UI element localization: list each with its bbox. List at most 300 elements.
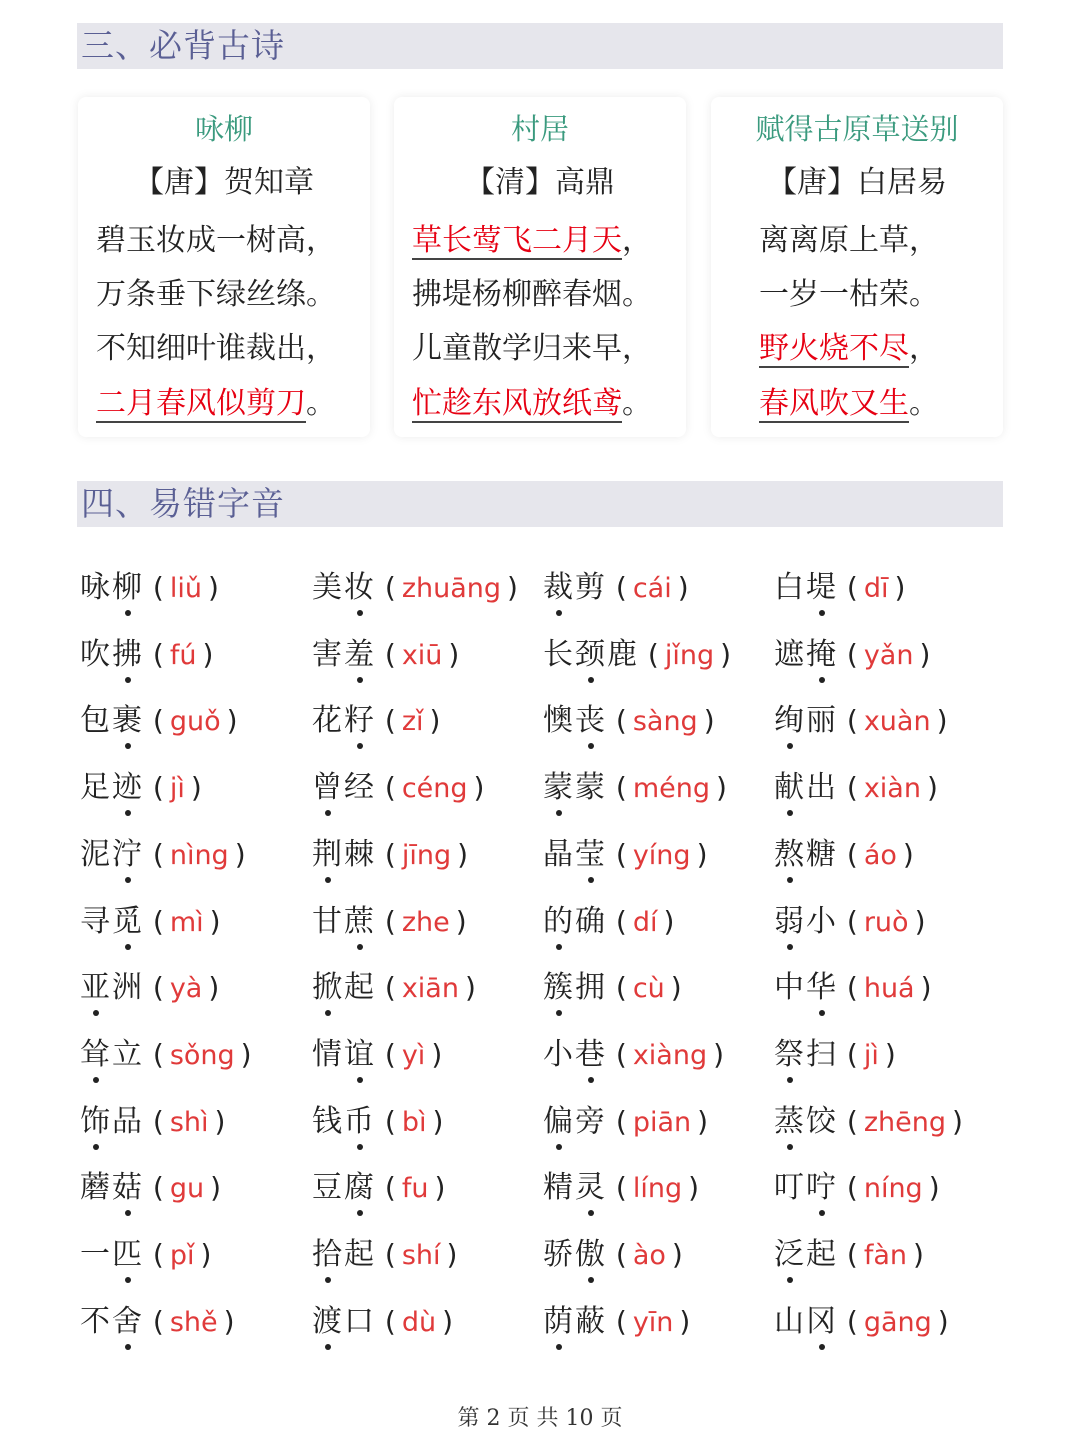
word: 弱小	[774, 903, 838, 939]
pinyin: yīn	[632, 1306, 674, 1338]
word: 花籽	[312, 703, 376, 739]
paren-open: (	[838, 1238, 858, 1271]
paren-open: (	[639, 637, 659, 671]
pronunciation-item	[774, 968, 932, 1009]
section-title: 四、易错字音	[81, 484, 285, 523]
word: 中华	[774, 970, 838, 1006]
pronunciation-item	[312, 1102, 443, 1143]
poem-line-punct: 。	[909, 277, 939, 312]
pronunciation-item	[80, 1035, 252, 1076]
word: 蒸饺	[774, 1103, 838, 1139]
paren-open: (	[376, 1238, 396, 1271]
paren-open: (	[838, 771, 858, 805]
pinyin: céng	[401, 773, 468, 805]
pronunciation-item	[543, 1168, 699, 1209]
poem-line	[759, 275, 939, 315]
pronunciation-item	[543, 1235, 683, 1276]
pronunciation-item	[312, 768, 484, 809]
emphasis-dot	[787, 1277, 793, 1283]
emphasis-dot	[357, 1210, 363, 1216]
emphasis-dot	[819, 1344, 825, 1350]
poem-line-punct: ，	[909, 331, 939, 366]
pinyin: fàn	[863, 1240, 907, 1271]
pinyin: jīng	[401, 839, 452, 871]
paren-open: (	[607, 1238, 627, 1271]
paren-close: )	[240, 1037, 252, 1071]
pinyin: bì	[401, 1106, 427, 1138]
emphasis-dot	[93, 1144, 99, 1150]
paren-close: )	[914, 904, 926, 938]
emphasis-dot	[125, 1277, 131, 1283]
emphasis-dot	[325, 810, 331, 816]
pronunciation-item	[312, 902, 467, 943]
pinyin: zhēng	[863, 1106, 946, 1138]
pinyin: zhuāng	[401, 573, 502, 604]
poem-line-punct: ，	[306, 331, 336, 366]
emphasis-dot	[93, 1010, 99, 1016]
pronunciation-item	[80, 1168, 221, 1209]
emphasis-dot	[357, 1077, 363, 1083]
emphasis-dot	[357, 944, 363, 950]
paren-open: (	[838, 704, 858, 738]
paren-close: )	[207, 571, 219, 604]
paren-close: )	[688, 1171, 700, 1205]
pronunciation-item	[543, 835, 708, 876]
word: 泥泞	[80, 836, 144, 872]
word: 曾经	[312, 770, 376, 806]
paren-close: )	[937, 1304, 949, 1338]
paren-close: )	[457, 837, 469, 871]
paren-open: (	[838, 571, 858, 604]
word: 山冈	[774, 1303, 838, 1339]
poem-line-punct: 。	[622, 277, 652, 312]
poem-line-text: 二月春风似剪刀	[96, 386, 306, 421]
emphasis-dot	[588, 677, 594, 683]
pronunciation-item	[543, 768, 727, 809]
word: 足迹	[80, 770, 144, 806]
paren-close: )	[936, 704, 948, 738]
emphasis-dot	[357, 677, 363, 683]
paren-open: (	[376, 704, 396, 738]
poem-line	[759, 329, 939, 369]
poem-title: 赋得古原草送别	[755, 112, 959, 146]
word: 偏旁	[543, 1103, 607, 1139]
paren-close: )	[190, 771, 202, 805]
paren-open: (	[838, 904, 858, 938]
word: 懊丧	[543, 703, 607, 739]
pinyin: yíng	[632, 839, 691, 871]
paren-close: )	[920, 971, 932, 1005]
poem-line-punct: ，	[306, 223, 336, 258]
paren-close: )	[209, 904, 221, 938]
pinyin: fú	[169, 639, 197, 671]
emphasis-dot	[125, 877, 131, 883]
paren-close: )	[919, 637, 931, 671]
word: 亚洲	[80, 970, 144, 1006]
emphasis-dot	[125, 677, 131, 683]
poem-line-punct: ，	[622, 331, 652, 366]
paren-open: (	[838, 1104, 858, 1138]
word: 长颈鹿	[543, 636, 639, 672]
poem-line-text: 万条垂下绿丝绦	[96, 277, 306, 312]
word: 拾起	[312, 1237, 376, 1272]
word: 寻觅	[80, 903, 144, 939]
poem-line	[96, 221, 336, 261]
paren-open: (	[607, 1304, 627, 1338]
word: 豆腐	[312, 1170, 376, 1206]
pronunciation-item	[312, 835, 468, 876]
paren-close: )	[429, 704, 441, 738]
paren-open: (	[376, 971, 396, 1005]
word: 蘑菇	[80, 1170, 144, 1206]
word: 叮咛	[774, 1170, 838, 1206]
word: 美妆	[312, 570, 376, 605]
poem-line	[412, 329, 652, 369]
poem-line-punct: ，	[909, 223, 939, 258]
pronunciation-item	[774, 1102, 963, 1143]
word: 不舍	[80, 1303, 144, 1339]
pinyin: jì	[863, 1039, 879, 1071]
emphasis-dot	[787, 810, 793, 816]
paren-open: (	[838, 1037, 858, 1071]
poem-line-punct: 。	[306, 386, 336, 421]
emphasis-dot	[787, 1077, 793, 1083]
poem-line-punct: 。	[622, 386, 652, 421]
pronunciation-item	[774, 635, 930, 676]
pronunciation-item	[312, 1168, 445, 1209]
pronunciation-item	[774, 568, 905, 609]
section-header-pronunciation	[77, 481, 1003, 527]
paren-open: (	[376, 637, 396, 671]
word: 渡口	[312, 1303, 376, 1339]
pinyin: nìng	[169, 839, 229, 871]
paren-open: (	[376, 1171, 396, 1205]
emphasis-dot	[588, 1077, 594, 1083]
pinyin: gu	[169, 1173, 205, 1205]
pinyin: xuàn	[863, 706, 931, 738]
emphasis-dot	[325, 1010, 331, 1016]
paren-close: )	[210, 1171, 222, 1205]
emphasis-dot	[556, 944, 562, 950]
poem-line-text: 拂堤杨柳醉春烟	[412, 277, 622, 312]
word: 害羞	[312, 636, 376, 672]
paren-close: )	[431, 1037, 443, 1071]
word: 骄傲	[543, 1237, 607, 1272]
pronunciation-item	[80, 568, 219, 609]
pinyin: dù	[401, 1306, 437, 1338]
poem-line-text: 忙趁东风放纸鸢	[412, 386, 622, 421]
poem-line-text: 儿童散学归来早	[412, 331, 622, 366]
pronunciation-item	[312, 1035, 442, 1076]
pronunciation-item	[312, 1235, 457, 1276]
pinyin: sàng	[632, 706, 698, 738]
paren-open: (	[144, 637, 164, 671]
paren-close: )	[464, 971, 476, 1005]
paren-open: (	[607, 904, 627, 938]
pronunciation-item	[312, 568, 518, 609]
word: 蒙蒙	[543, 770, 607, 806]
poem-line	[759, 384, 939, 424]
pinyin: piān	[632, 1106, 692, 1138]
paren-close: )	[716, 771, 727, 805]
pinyin: líng	[632, 1173, 683, 1205]
emphasis-dot	[819, 1210, 825, 1216]
paren-open: (	[376, 771, 396, 805]
pronunciation-item	[774, 1035, 896, 1076]
pinyin: xiàn	[863, 773, 921, 805]
paren-open: (	[607, 704, 627, 738]
poem-line-text: 野火烧不尽	[759, 331, 909, 366]
paren-close: )	[894, 571, 906, 604]
paren-close: )	[448, 637, 460, 671]
emphasis-dot	[556, 1010, 562, 1016]
pinyin: ào	[632, 1240, 666, 1271]
pinyin: jì	[169, 773, 185, 805]
paren-open: (	[144, 1171, 164, 1205]
paren-close: )	[697, 1104, 709, 1138]
word: 咏柳	[80, 570, 144, 605]
paren-close: )	[884, 1037, 896, 1071]
pronunciation-item	[80, 835, 246, 876]
paren-close: )	[226, 704, 238, 738]
pronunciation-item	[774, 1302, 949, 1343]
pinyin: níng	[863, 1173, 923, 1205]
paren-close: )	[671, 1238, 683, 1271]
poem-line-text: 草长莺飞二月天	[412, 223, 622, 258]
poem-line	[412, 384, 652, 424]
emphasis-dot	[787, 1144, 793, 1150]
paren-open: (	[838, 971, 858, 1005]
pinyin: cù	[632, 973, 665, 1005]
emphasis-dot	[125, 944, 131, 950]
paren-open: (	[144, 1304, 164, 1338]
paren-open: (	[376, 904, 396, 938]
pinyin: liǔ	[169, 573, 202, 604]
word: 簇拥	[543, 970, 607, 1006]
poem-line-text: 离离原上草	[759, 223, 909, 258]
paren-close: )	[677, 571, 689, 604]
poem-author: 【唐】白居易	[767, 165, 947, 200]
pronunciation-item	[80, 968, 219, 1009]
pinyin: yǎn	[863, 639, 914, 671]
paren-close: )	[208, 971, 220, 1005]
pronunciation-item	[312, 635, 459, 676]
pronunciation-item	[543, 635, 731, 676]
word: 小巷	[543, 1036, 607, 1072]
pinyin: dī	[863, 573, 889, 604]
poem-line-text: 不知细叶谁裁出	[96, 331, 306, 366]
pronunciation-item	[80, 1102, 225, 1143]
paren-close: )	[670, 971, 682, 1005]
emphasis-dot	[787, 944, 793, 950]
emphasis-dot	[325, 1344, 331, 1350]
poem-line-text: 一岁一枯荣	[759, 277, 909, 312]
poem-card	[394, 97, 686, 437]
emphasis-dot	[819, 610, 825, 616]
emphasis-dot	[357, 743, 363, 749]
paren-close: )	[432, 1104, 444, 1138]
pinyin: xiàng	[632, 1039, 708, 1071]
paren-close: )	[234, 837, 246, 871]
word: 精灵	[543, 1170, 607, 1206]
pinyin: pǐ	[169, 1240, 195, 1271]
poem-card	[711, 97, 1003, 437]
pronunciation-item	[312, 1302, 453, 1343]
word: 包裹	[80, 703, 144, 739]
poem-title: 村居	[510, 112, 569, 146]
poem-line-punct: 。	[306, 277, 336, 312]
pronunciation-item	[774, 701, 948, 742]
pinyin: ruò	[863, 906, 909, 938]
paren-close: )	[507, 571, 518, 604]
pronunciation-item	[80, 1302, 235, 1343]
emphasis-dot	[125, 810, 131, 816]
emphasis-dot	[588, 1210, 594, 1216]
word: 绚丽	[774, 703, 838, 739]
paren-open: (	[376, 571, 396, 604]
pinyin: yì	[401, 1039, 426, 1071]
poem-line-text: 碧玉妆成一树高	[96, 223, 306, 258]
word: 钱币	[312, 1103, 376, 1139]
word: 的确	[543, 903, 607, 939]
word: 晶莹	[543, 836, 607, 872]
pronunciation-item	[774, 1168, 940, 1209]
pronunciation-item	[80, 902, 221, 943]
paren-close: )	[926, 771, 938, 805]
poem-line	[96, 275, 336, 315]
poem-line-text: 春风吹又生	[759, 386, 909, 421]
pronunciation-item	[543, 968, 682, 1009]
emphasis-dot	[93, 1077, 99, 1083]
paren-open: (	[607, 1171, 627, 1205]
poem-line-punct: ，	[622, 223, 652, 258]
emphasis-dot	[787, 877, 793, 883]
pinyin: xiān	[401, 973, 459, 1005]
pronunciation-item	[80, 701, 238, 742]
word: 白堤	[774, 570, 838, 605]
pronunciation-item	[543, 1102, 708, 1143]
poem-line	[96, 329, 336, 369]
paren-close: )	[951, 1104, 963, 1138]
emphasis-dot	[325, 1277, 331, 1283]
word: 荫蔽	[543, 1303, 607, 1339]
word: 饰品	[80, 1103, 144, 1139]
paren-open: (	[144, 771, 164, 805]
pronunciation-item	[774, 835, 914, 876]
paren-open: (	[144, 1037, 164, 1071]
word: 裁剪	[543, 570, 607, 605]
paren-open: (	[607, 771, 627, 805]
paren-open: (	[144, 971, 164, 1005]
pinyin: áo	[863, 839, 897, 871]
paren-open: (	[144, 571, 164, 604]
poem-line-punct: 。	[909, 386, 939, 421]
paren-close: )	[679, 1304, 691, 1338]
paren-open: (	[607, 837, 627, 871]
paren-open: (	[838, 637, 858, 671]
pinyin: shí	[401, 1240, 441, 1271]
emphasis-dot	[819, 677, 825, 683]
paren-close: )	[446, 1238, 458, 1271]
pronunciation-item	[774, 902, 926, 943]
paren-close: )	[663, 904, 675, 938]
pinyin: shì	[169, 1106, 209, 1138]
pronunciation-item	[543, 1302, 690, 1343]
emphasis-dot	[588, 877, 594, 883]
word: 遮掩	[774, 636, 838, 672]
paren-close: )	[223, 1304, 235, 1338]
emphasis-dot	[556, 1344, 562, 1350]
word: 熬糖	[774, 836, 838, 872]
pronunciation-item	[543, 701, 715, 742]
paren-open: (	[144, 704, 164, 738]
paren-open: (	[376, 1037, 396, 1071]
pinyin: sǒng	[169, 1039, 235, 1071]
poem-line	[96, 384, 336, 424]
paren-open: (	[607, 1037, 627, 1071]
pronunciation-item	[774, 1235, 924, 1276]
emphasis-dot	[125, 1210, 131, 1216]
paren-open: (	[144, 1238, 164, 1271]
pinyin: fu	[401, 1173, 429, 1205]
emphasis-dot	[125, 1344, 131, 1350]
paren-close: )	[913, 1238, 924, 1271]
pinyin: zǐ	[401, 706, 424, 738]
pinyin: yà	[169, 973, 203, 1005]
poem-author: 【唐】贺知章	[134, 165, 314, 200]
emphasis-dot	[588, 1277, 594, 1283]
word: 祭扫	[774, 1036, 838, 1072]
poem-card	[78, 97, 370, 437]
paren-open: (	[376, 1104, 396, 1138]
pronunciation-item	[543, 568, 689, 609]
pinyin: jǐng	[664, 639, 715, 671]
pinyin: huá	[863, 973, 915, 1005]
emphasis-dot	[125, 743, 131, 749]
paren-close: )	[200, 1238, 212, 1271]
paren-close: )	[713, 1037, 725, 1071]
emphasis-dot	[556, 1144, 562, 1150]
pronunciation-item	[312, 701, 440, 742]
emphasis-dot	[357, 1144, 363, 1150]
word: 甘蔗	[312, 903, 376, 939]
paren-close: )	[696, 837, 708, 871]
paren-open: (	[144, 904, 164, 938]
pinyin: cái	[632, 573, 672, 604]
emphasis-dot	[325, 877, 331, 883]
word: 一匹	[80, 1237, 144, 1272]
pronunciation-item	[543, 1035, 724, 1076]
paren-close: )	[928, 1171, 940, 1205]
emphasis-dot	[357, 610, 363, 616]
pronunciation-item	[80, 768, 202, 809]
word: 耸立	[80, 1036, 144, 1072]
word: 泛起	[774, 1237, 838, 1272]
paren-close: )	[473, 771, 485, 805]
paren-close: )	[202, 637, 214, 671]
word: 献出	[774, 770, 838, 806]
pronunciation-item	[774, 768, 938, 809]
pinyin: zhe	[401, 906, 450, 938]
paren-close: )	[720, 637, 732, 671]
paren-close: )	[703, 704, 715, 738]
pronunciation-item	[312, 968, 476, 1009]
word: 掀起	[312, 970, 376, 1006]
emphasis-dot	[787, 743, 793, 749]
paren-open: (	[144, 1104, 164, 1138]
paren-close: )	[902, 837, 914, 871]
emphasis-dot	[556, 810, 562, 816]
